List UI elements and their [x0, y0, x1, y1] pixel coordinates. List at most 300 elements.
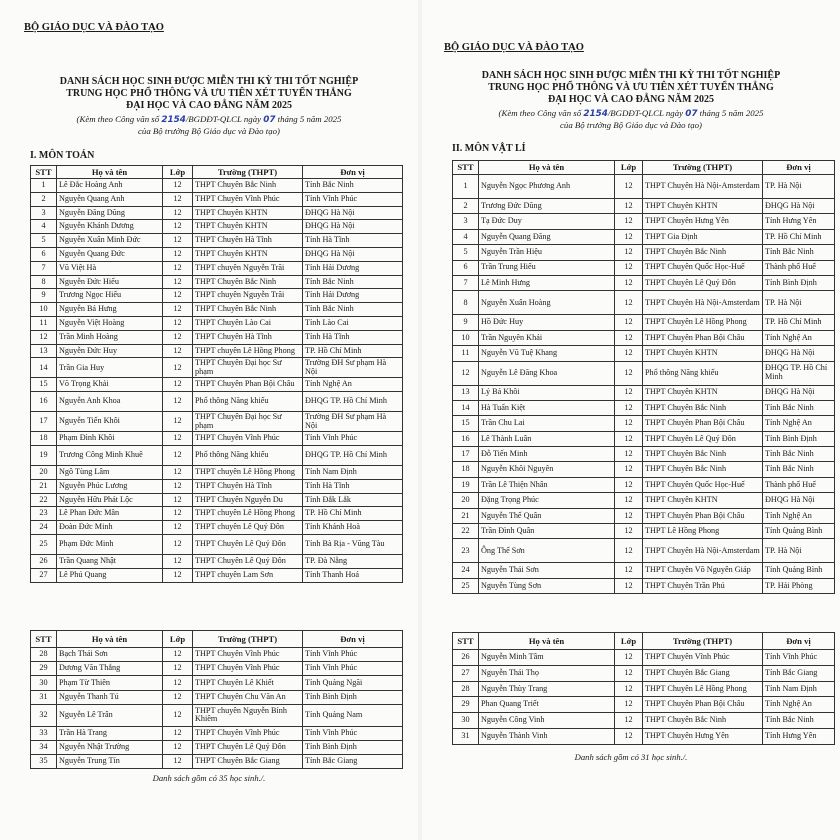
cell-school: THPT Chuyên Lê Hồng Phong — [643, 315, 763, 330]
cell-stt: 21 — [453, 508, 479, 523]
cell-unit: Tỉnh Bắc Ninh — [763, 447, 835, 462]
section-heading: I. MÔN TOÁN — [30, 150, 95, 161]
cell-unit: Tỉnh Bình Định — [303, 740, 403, 754]
cell-stt: 15 — [453, 416, 479, 431]
cell-grade: 12 — [163, 330, 193, 344]
cell-name: Dương Văn Thắng — [57, 662, 163, 676]
cell-name: Nguyễn Xuân Minh Đức — [57, 234, 163, 248]
table-row — [453, 315, 835, 330]
cell-grade: 12 — [163, 676, 193, 690]
cell-unit: Tỉnh Khánh Hoà — [303, 521, 403, 535]
cell-school: THPT Chuyên Lê Quý Đôn — [193, 740, 303, 754]
cell-unit: Tỉnh Hà Tĩnh — [303, 479, 403, 493]
cell-unit: TP. Hồ Chí Minh — [763, 229, 835, 244]
cell-grade: 12 — [163, 234, 193, 248]
cell-grade: 12 — [615, 199, 643, 214]
cell-unit: Tỉnh Nghệ An — [763, 508, 835, 523]
cell-unit: Tỉnh Vĩnh Phúc — [303, 648, 403, 662]
table-row — [453, 361, 835, 385]
table-row — [31, 493, 403, 507]
cell-unit: Tỉnh Bắc Giang — [303, 755, 403, 769]
footer-count: Danh sách gồm có 35 học sinh./. — [152, 773, 266, 783]
cell-school: THPT Chuyên Phan Bội Châu — [643, 416, 763, 431]
cell-stt: 3 — [31, 206, 57, 220]
cell-unit: ĐHQG Hà Nội — [763, 385, 835, 400]
cell-unit: Tỉnh Hưng Yên — [763, 214, 835, 229]
cell-school: THPT Chuyên Hà Tĩnh — [193, 234, 303, 248]
cell-unit: Tỉnh Vĩnh Phúc — [303, 662, 403, 676]
cell-grade: 12 — [615, 462, 643, 477]
cell-name: Phan Quang Triết — [479, 697, 615, 713]
cell-stt: 22 — [31, 493, 57, 507]
cell-school: THPT Chuyên KHTN — [193, 220, 303, 234]
cell-school: THPT chuyên Nguyễn Bỉnh Khiêm — [193, 704, 303, 726]
title-line: ĐẠI HỌC VÀ CAO ĐẲNG NĂM 2025 — [548, 94, 714, 105]
cell-name: Nguyễn Vũ Tuệ Khang — [479, 346, 615, 361]
cell-school: THPT Lê Hồng Phong — [643, 524, 763, 539]
cell-unit: Tỉnh Hà Tĩnh — [303, 330, 403, 344]
cell-stt: 21 — [31, 479, 57, 493]
cell-grade: 12 — [163, 275, 193, 289]
header-school: Trường (THPT) — [193, 166, 303, 179]
header-name: Họ và tên — [479, 161, 615, 175]
table-row — [453, 346, 835, 361]
table-row — [453, 400, 835, 415]
cell-unit: Tỉnh Lào Cai — [303, 316, 403, 330]
title-line: TRUNG HỌC PHỔ THÔNG VÀ ƯU TIÊN XÉT TUYỂN THẲNG — [66, 88, 352, 99]
cell-stt: 31 — [31, 690, 57, 704]
cell-stt: 26 — [31, 554, 57, 568]
cell-stt: 2 — [453, 199, 479, 214]
cell-school: THPT Chuyên Bắc Ninh — [643, 713, 763, 729]
cell-name: Trần Chu Lai — [479, 416, 615, 431]
cell-unit: Trường ĐH Sư phạm Hà Nội — [303, 412, 403, 432]
cell-stt: 19 — [31, 445, 57, 465]
cell-grade: 12 — [163, 303, 193, 317]
cell-name: Phạm Từ Thiên — [57, 676, 163, 690]
cell-grade: 12 — [615, 260, 643, 275]
cell-school: THPT chuyên Lê Hồng Phong — [193, 344, 303, 358]
cell-school: THPT Chuyên Vĩnh Phúc — [643, 650, 763, 666]
cell-grade: 12 — [615, 214, 643, 229]
cell-stt: 11 — [453, 346, 479, 361]
table-row — [31, 303, 403, 317]
cell-school: THPT Chuyên Phan Bội Châu — [193, 378, 303, 392]
cell-grade: 12 — [163, 206, 193, 220]
cell-grade: 12 — [615, 508, 643, 523]
cell-unit: TP. Đà Nẵng — [303, 554, 403, 568]
cell-stt: 24 — [31, 521, 57, 535]
cell-name: Nguyễn Công Vinh — [479, 713, 615, 729]
cell-grade: 12 — [615, 524, 643, 539]
cell-stt: 32 — [31, 704, 57, 726]
student-table-continued — [30, 630, 403, 769]
table-row — [453, 385, 835, 400]
cell-school: THPT Chuyên Hà Tĩnh — [193, 479, 303, 493]
cell-stt: 27 — [453, 665, 479, 681]
page-math — [0, 0, 418, 840]
cell-school: THPT Chuyên KHTN — [193, 247, 303, 261]
cell-stt: 13 — [453, 385, 479, 400]
cell-unit: Tỉnh Vĩnh Phúc — [303, 432, 403, 446]
cell-grade: 12 — [615, 728, 643, 744]
cell-grade: 12 — [163, 690, 193, 704]
cell-school: THPT Chuyên Phan Bội Châu — [643, 697, 763, 713]
cell-unit: Tỉnh Bình Định — [763, 431, 835, 446]
footer-count: Danh sách gồm có 31 học sinh./. — [574, 752, 688, 762]
cell-unit: Tỉnh Quảng Ngãi — [303, 676, 403, 690]
cell-grade: 12 — [163, 445, 193, 465]
table-row — [453, 524, 835, 539]
cell-name: Nguyễn Quang Anh — [57, 192, 163, 206]
cell-school: THPT Chuyên Hà Tĩnh — [193, 330, 303, 344]
cell-school: THPT Chuyên Bắc Ninh — [643, 462, 763, 477]
cell-name: Nguyễn Đức Huy — [57, 344, 163, 358]
cell-unit: Tỉnh Nghệ An — [763, 416, 835, 431]
cell-unit: TP. Hải Phòng — [763, 578, 835, 593]
cell-grade: 12 — [615, 431, 643, 446]
cell-unit: Thành phố Huế — [763, 477, 835, 492]
cell-grade: 12 — [163, 192, 193, 206]
cell-school: THPT Chuyên Lê Quý Đôn — [193, 554, 303, 568]
table-row — [31, 507, 403, 521]
cell-name: Nguyễn Đức Hiếu — [57, 275, 163, 289]
cell-unit: Tỉnh Nam Định — [763, 681, 835, 697]
table-row — [31, 330, 403, 344]
cell-name: Nguyễn Thùy Trang — [479, 681, 615, 697]
cell-grade: 12 — [615, 493, 643, 508]
cell-grade: 12 — [615, 447, 643, 462]
cell-grade: 12 — [615, 315, 643, 330]
cell-name: Nguyễn Quang Đức — [57, 247, 163, 261]
cell-name: Nguyễn Tiến Khôi — [57, 412, 163, 432]
cell-school: THPT Chuyên Quốc Học-Huế — [643, 477, 763, 492]
cell-name: Trần Nguyên Khải — [479, 330, 615, 345]
cell-grade: 12 — [163, 554, 193, 568]
table-row — [31, 179, 403, 193]
cell-school: THPT chuyên Lê Quý Đôn — [193, 521, 303, 535]
cell-unit: Tỉnh Quảng Bình — [763, 524, 835, 539]
cell-grade: 12 — [163, 648, 193, 662]
cell-school: THPT Chuyên Hưng Yên — [643, 214, 763, 229]
cell-stt: 8 — [453, 291, 479, 315]
header-school: Trường (THPT) — [193, 631, 303, 648]
cell-stt: 16 — [453, 431, 479, 446]
cell-school: THPT Chuyên KHTN — [643, 385, 763, 400]
cell-unit: ĐHQG Hà Nội — [303, 206, 403, 220]
cell-name: Nguyễn Khánh Dương — [57, 220, 163, 234]
cell-name: Trương Ngọc Hiếu — [57, 289, 163, 303]
cell-school: THPT Chuyên Bắc Giang — [193, 755, 303, 769]
cell-unit: Tỉnh Hải Dương — [303, 261, 403, 275]
table-row — [31, 275, 403, 289]
cell-stt: 17 — [453, 447, 479, 462]
cell-unit: Tỉnh Nam Định — [303, 465, 403, 479]
table-row — [31, 378, 403, 392]
cell-school: THPT Chuyên Phan Bội Châu — [643, 330, 763, 345]
cell-stt: 35 — [31, 755, 57, 769]
handwritten-day: 07 — [263, 115, 276, 125]
cell-unit: Tỉnh Vĩnh Phúc — [303, 726, 403, 740]
cell-school: THPT Chuyên KHTN — [193, 206, 303, 220]
cell-school: THPT Chuyên Vĩnh Phúc — [193, 648, 303, 662]
table-row — [31, 247, 403, 261]
cell-stt: 28 — [31, 648, 57, 662]
reference-note: (Kèm theo Công văn số 2154/BGDĐT-QLCL ngày 07 tháng 5 năm 2025 của Bộ trưởng Bộ Giáo dục và Đào tạo) — [498, 108, 764, 130]
cell-name: Nguyễn Bá Hưng — [57, 303, 163, 317]
table-row — [31, 648, 403, 662]
cell-name: Hồ Đức Huy — [479, 315, 615, 330]
cell-stt: 3 — [453, 214, 479, 229]
cell-name: Nguyễn Anh Khoa — [57, 392, 163, 412]
cell-grade: 12 — [615, 563, 643, 578]
cell-grade: 12 — [163, 378, 193, 392]
cell-school: THPT Chuyên Vĩnh Phúc — [193, 662, 303, 676]
cell-grade: 12 — [163, 493, 193, 507]
cell-stt: 4 — [31, 220, 57, 234]
cell-grade: 12 — [615, 681, 643, 697]
cell-school: THPT Chuyên Lê Quý Đôn — [193, 534, 303, 554]
cell-unit: Tỉnh Bắc Ninh — [303, 179, 403, 193]
header-name: Họ và tên — [57, 166, 163, 179]
cell-name: Nguyễn Thái Sơn — [479, 563, 615, 578]
table-row — [31, 554, 403, 568]
cell-stt: 16 — [31, 392, 57, 412]
cell-grade: 12 — [163, 465, 193, 479]
page-physics — [422, 0, 840, 840]
table-row — [31, 726, 403, 740]
cell-name: Ngô Tùng Lâm — [57, 465, 163, 479]
cell-unit: TP. Hà Nội — [763, 539, 835, 563]
cell-name: Nguyễn Quang Đăng — [479, 229, 615, 244]
cell-stt: 28 — [453, 681, 479, 697]
cell-name: Nguyễn Thái Thọ — [479, 665, 615, 681]
cell-name: Nguyễn Xuân Hoàng — [479, 291, 615, 315]
cell-name: Lê Minh Hưng — [479, 275, 615, 290]
table-row — [453, 728, 835, 744]
header-unit: Đơn vị — [763, 633, 835, 650]
cell-unit: Tỉnh Bắc Giang — [763, 665, 835, 681]
cell-unit: Tỉnh Bình Định — [763, 275, 835, 290]
cell-stt: 11 — [31, 316, 57, 330]
table-row — [453, 245, 835, 260]
table-row — [31, 234, 403, 248]
table-row — [453, 462, 835, 477]
cell-name: Nguyễn Hữu Phát Lộc — [57, 493, 163, 507]
cell-school: THPT Chuyên Quốc Học-Huế — [643, 260, 763, 275]
cell-name: Nguyễn Thanh Tú — [57, 690, 163, 704]
cell-name: Lý Bá Khôi — [479, 385, 615, 400]
cell-stt: 23 — [453, 539, 479, 563]
cell-unit: Tỉnh Hà Tĩnh — [303, 234, 403, 248]
cell-name: Trần Quang Nhật — [57, 554, 163, 568]
table-row — [31, 445, 403, 465]
cell-unit: ĐHQG TP. Hồ Chí Minh — [303, 445, 403, 465]
table-row — [31, 755, 403, 769]
table-row — [453, 416, 835, 431]
cell-school: THPT Chuyên Đại học Sư phạm — [193, 358, 303, 378]
cell-name: Vũ Việt Hà — [57, 261, 163, 275]
cell-stt: 25 — [31, 534, 57, 554]
table-row — [453, 175, 835, 199]
document-title — [422, 70, 840, 106]
cell-stt: 33 — [31, 726, 57, 740]
cell-grade: 12 — [615, 578, 643, 593]
cell-stt: 9 — [453, 315, 479, 330]
cell-grade: 12 — [163, 662, 193, 676]
header-school: Trường (THPT) — [643, 161, 763, 175]
cell-school: THPT Chuyên Vĩnh Phúc — [193, 726, 303, 740]
cell-stt: 30 — [31, 676, 57, 690]
table-row — [31, 740, 403, 754]
cell-unit: Tỉnh Hưng Yên — [763, 728, 835, 744]
table-row — [31, 358, 403, 378]
cell-grade: 12 — [163, 479, 193, 493]
cell-grade: 12 — [163, 392, 193, 412]
cell-name: Nguyễn Lê Đăng Khoa — [479, 361, 615, 385]
cell-school: THPT Chuyên Lê Hồng Phong — [643, 681, 763, 697]
cell-grade: 12 — [615, 291, 643, 315]
cell-stt: 19 — [453, 477, 479, 492]
cell-grade: 12 — [615, 175, 643, 199]
cell-stt: 10 — [453, 330, 479, 345]
cell-name: Lê Đắc Hoàng Anh — [57, 179, 163, 193]
cell-unit: Tỉnh Bắc Ninh — [763, 713, 835, 729]
header-grade: Lớp — [163, 166, 193, 179]
cell-grade: 12 — [163, 289, 193, 303]
cell-unit: Tỉnh Đắk Lắk — [303, 493, 403, 507]
cell-grade: 12 — [615, 477, 643, 492]
table-row — [453, 697, 835, 713]
cell-unit: TP. Hồ Chí Minh — [763, 315, 835, 330]
cell-school: THPT Chuyên KHTN — [643, 493, 763, 508]
cell-unit: Trường ĐH Sư phạm Hà Nội — [303, 358, 403, 378]
cell-school: THPT chuyên Lê Hồng Phong — [193, 465, 303, 479]
header-grade: Lớp — [615, 161, 643, 175]
cell-grade: 12 — [615, 400, 643, 415]
cell-name: Võ Trọng Khải — [57, 378, 163, 392]
cell-name: Nguyễn Lê Trân — [57, 704, 163, 726]
cell-name: Nguyễn Thế Quân — [479, 508, 615, 523]
table-row — [453, 260, 835, 275]
header-name: Họ và tên — [57, 631, 163, 648]
cell-stt: 7 — [31, 261, 57, 275]
table-row — [453, 665, 835, 681]
cell-grade: 12 — [163, 358, 193, 378]
cell-stt: 8 — [31, 275, 57, 289]
cell-unit: ĐHQG Hà Nội — [763, 493, 835, 508]
table-row — [31, 344, 403, 358]
cell-school: THPT Chuyên Lê Quý Đôn — [643, 431, 763, 446]
cell-unit: ĐHQG TP. Hồ Chí Minh — [763, 361, 835, 385]
cell-name: Nguyễn Ngọc Phương Anh — [479, 175, 615, 199]
cell-unit: Tỉnh Nghệ An — [763, 697, 835, 713]
cell-school: THPT Chuyên Bắc Ninh — [643, 245, 763, 260]
cell-stt: 20 — [453, 493, 479, 508]
cell-name: Bạch Thái Sơn — [57, 648, 163, 662]
cell-stt: 18 — [31, 432, 57, 446]
cell-school: THPT chuyên Nguyễn Trãi — [193, 261, 303, 275]
table-row — [31, 521, 403, 535]
title-line: ĐẠI HỌC VÀ CAO ĐẲNG NĂM 2025 — [126, 100, 292, 111]
table-row — [31, 261, 403, 275]
student-table-continued — [452, 632, 835, 745]
student-table — [452, 160, 835, 594]
cell-stt: 29 — [453, 697, 479, 713]
cell-grade: 12 — [163, 344, 193, 358]
cell-unit: Tỉnh Bắc Ninh — [303, 275, 403, 289]
cell-name: Phạm Đức Minh — [57, 534, 163, 554]
cell-grade: 12 — [615, 416, 643, 431]
cell-stt: 14 — [31, 358, 57, 378]
cell-stt: 23 — [31, 507, 57, 521]
cell-name: Lê Thành Luân — [479, 431, 615, 446]
cell-grade: 12 — [615, 385, 643, 400]
cell-unit: TP. Hồ Chí Minh — [303, 507, 403, 521]
title-line: DANH SÁCH HỌC SINH ĐƯỢC MIỄN THI KỲ THI TỐT NGHIỆP — [59, 76, 359, 87]
table-row — [31, 206, 403, 220]
cell-stt: 14 — [453, 400, 479, 415]
cell-grade: 12 — [615, 229, 643, 244]
cell-name: Nguyễn Nhật Trường — [57, 740, 163, 754]
cell-stt: 31 — [453, 728, 479, 744]
header-school: Trường (THPT) — [643, 633, 763, 650]
cell-school: THPT chuyên Lam Sơn — [193, 568, 303, 582]
table-row — [453, 713, 835, 729]
cell-grade: 12 — [163, 568, 193, 582]
cell-school: THPT Chuyên Bắc Ninh — [643, 400, 763, 415]
cell-stt: 20 — [31, 465, 57, 479]
cell-grade: 12 — [615, 697, 643, 713]
cell-stt: 18 — [453, 462, 479, 477]
handwritten-number: 2154 — [583, 109, 608, 119]
table-row — [31, 432, 403, 446]
table-row — [453, 477, 835, 492]
cell-unit: Tỉnh Vĩnh Phúc — [763, 650, 835, 666]
cell-grade: 12 — [163, 755, 193, 769]
cell-unit: Tỉnh Bắc Ninh — [763, 400, 835, 415]
cell-grade: 12 — [163, 521, 193, 535]
cell-name: Nguyễn Tùng Sơn — [479, 578, 615, 593]
cell-unit: ĐHQG Hà Nội — [303, 220, 403, 234]
cell-stt: 34 — [31, 740, 57, 754]
cell-name: Trần Đình Quân — [479, 524, 615, 539]
cell-unit: Tỉnh Bắc Ninh — [763, 462, 835, 477]
cell-name: Đỗ Tiến Minh — [479, 447, 615, 462]
table-row — [31, 676, 403, 690]
table-row — [31, 289, 403, 303]
cell-school: THPT Chuyên Hà Nội-Amsterdam — [643, 175, 763, 199]
cell-unit: Tỉnh Nghệ An — [303, 378, 403, 392]
cell-stt: 12 — [453, 361, 479, 385]
cell-school: THPT Chuyên Võ Nguyên Giáp — [643, 563, 763, 578]
cell-school: THPT Chuyên Bắc Ninh — [193, 303, 303, 317]
cell-name: Trần Minh Hoàng — [57, 330, 163, 344]
cell-stt: 24 — [453, 563, 479, 578]
cell-grade: 12 — [163, 507, 193, 521]
cell-unit: Tỉnh Vĩnh Phúc — [303, 192, 403, 206]
cell-school: THPT Chuyên Phan Bội Châu — [643, 508, 763, 523]
table-row — [453, 578, 835, 593]
table-row — [31, 662, 403, 676]
cell-school: THPT Chuyên Vĩnh Phúc — [193, 432, 303, 446]
cell-stt: 22 — [453, 524, 479, 539]
handwritten-number: 2154 — [161, 115, 186, 125]
cell-stt: 6 — [453, 260, 479, 275]
cell-name: Đoàn Đức Minh — [57, 521, 163, 535]
header-stt: STT — [31, 631, 57, 648]
table-row — [31, 704, 403, 726]
